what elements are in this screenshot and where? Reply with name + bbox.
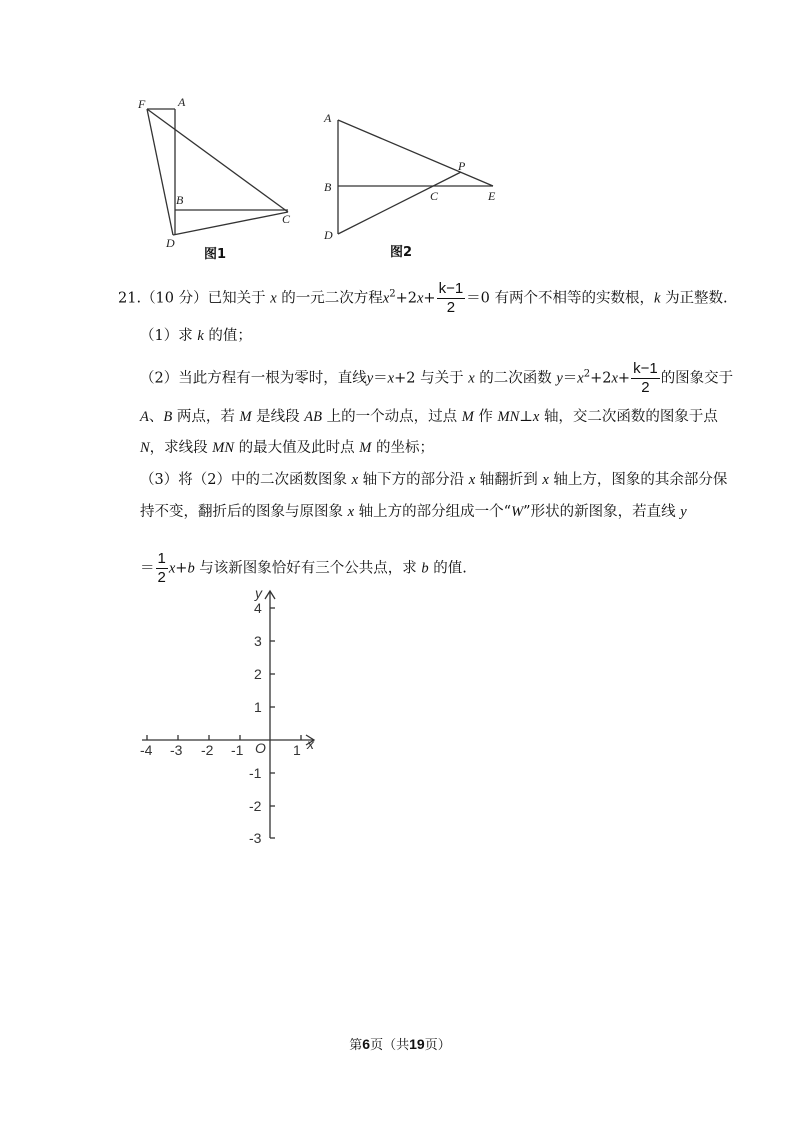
problem-stem: 21.（10 分）已知关于 x 的一元二次方程$x^2+2x+$ $\frac{k-1}{2}$ ＝0 有两个不相等的实数根，k 为正整数. [118,280,728,316]
y-axis-label: y [255,585,262,601]
part-2-line-2: A、B 两点，若 M 是线段 AB 上的一个动点，过点 M 作 MN⊥x 轴，交二次函数的图象于点 [140,409,718,425]
problem-number: 21. [118,290,142,307]
y-tick-label: 4 [254,600,262,616]
y-tick-label: -2 [249,798,262,814]
fig2-label-C: C [430,189,439,203]
fig2-label-D: D [324,228,333,242]
x-tick-label: -3 [170,742,183,758]
y-tick-label: -3 [249,830,262,846]
page-total: 19 [409,1036,425,1052]
fig1-label-F: F [138,97,146,111]
y-tick-label: -1 [249,765,262,781]
fig2-label-P: P [458,159,466,173]
figure-1 [130,92,310,267]
page-footer: 第6页（共19页） [349,1036,451,1053]
fig2-label-B: B [324,180,332,194]
fraction-one-half: $\frac{1}{2}$ [157,550,166,586]
part-1: （1）求 k 的值； [140,328,252,344]
fig1-label-B: B [176,193,184,207]
fig1-label-C: C [282,212,291,226]
fig2-label-A: A [324,111,332,125]
x-tick-label: -1 [231,742,244,758]
x-axis-label: x [307,736,314,752]
fig2-caption: 图2 [390,245,413,259]
fig2-label-E: E [488,189,496,203]
page-number: 6 [362,1036,371,1052]
x-tick-label: -2 [201,742,214,758]
part-3-line-2: 持不变，翻折后的图象与原图象 x 轴上方的部分组成一个“W”形状的新图象，若直线 y [140,504,687,520]
fraction-k-minus-1-over-2: $\frac{k-1}{2}$ [438,280,464,316]
figure-2 [318,104,518,259]
coordinate-axes [130,585,330,850]
part-2-line-3: N，求线段 MN 的最大值及此时点 M 的坐标； [140,440,434,456]
x-tick-label: 1 [293,742,301,758]
fraction-k-minus-1-over-2: $\frac{k-1}{2}$ [633,360,658,396]
fig1-caption: 图1 [204,247,227,262]
origin-label: O [255,740,266,756]
y-tick-label: 1 [254,699,262,715]
fig1-label-D: D [166,236,175,250]
y-tick-label: 3 [254,633,262,649]
x-tick-label: -4 [140,742,153,758]
fig1-label-A: A [178,95,186,109]
part-3-line-1: （3）将（2）中的二次函数图象 x 轴下方的部分沿 x 轴翻折到 x 轴上方，图象的其余部分保 [140,472,728,488]
part-3-line-3: ＝ $\frac{1}{2}$ x+b 与该新图象恰好有三个公共点，求 b 的值. [140,550,467,586]
y-tick-label: 2 [254,666,262,682]
part-2-line-1: （2）当此方程有一根为零时，直线y＝x+2 与关于 x 的二次函数 $y=x^2+2x+$ $\frac{k-1}{2}$ 的图象交于 [140,360,734,396]
